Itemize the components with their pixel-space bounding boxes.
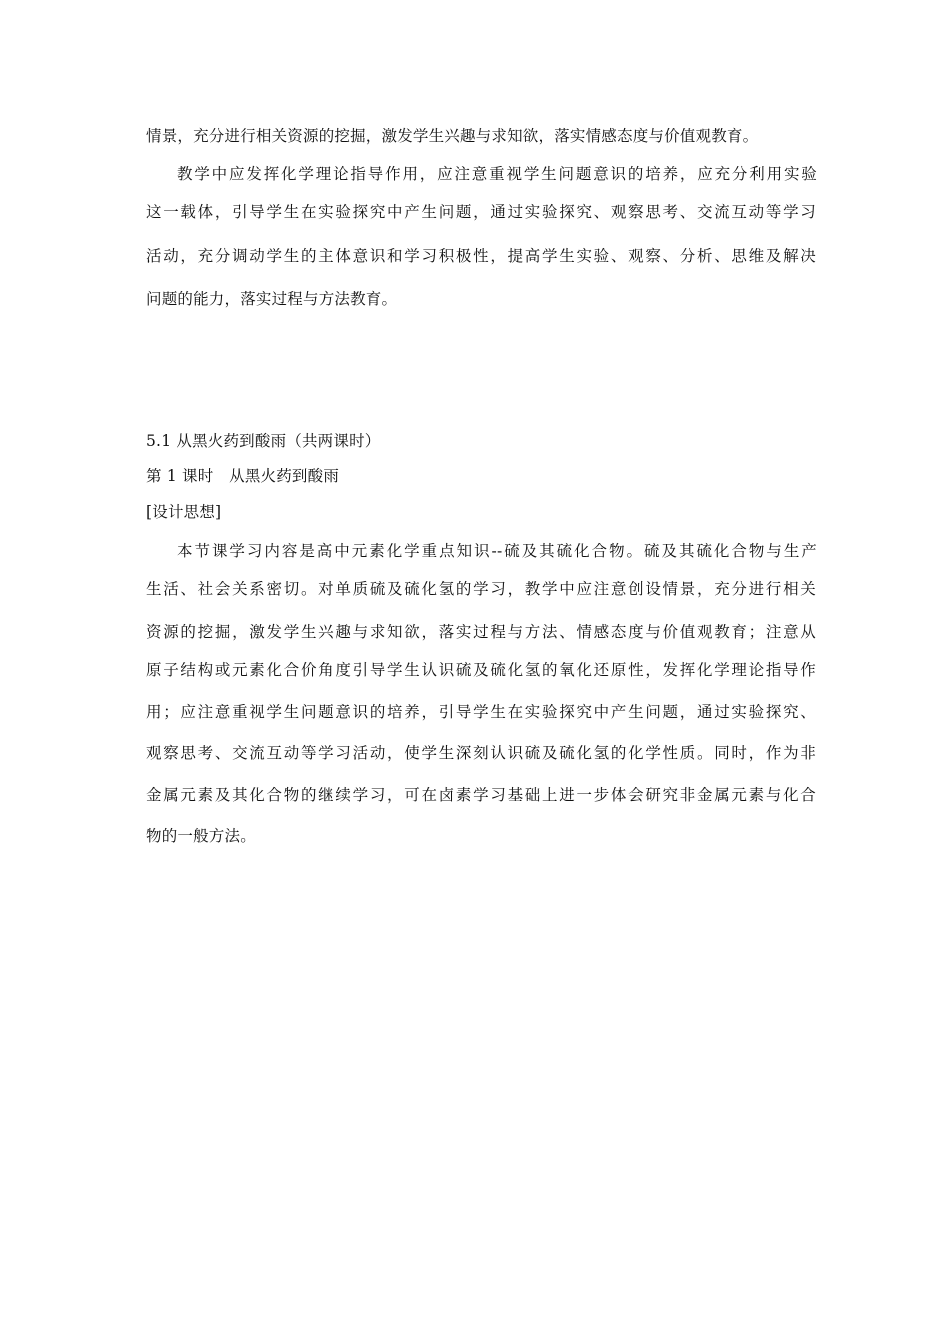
design-heading: [设计思想] bbox=[146, 503, 222, 521]
section-title: 5.1 从黑火药到酸雨（共两课时） bbox=[146, 432, 381, 450]
design-line-8: 物的一般方法。 bbox=[146, 827, 256, 845]
paragraph-2-line-3: 活动，充分调动学生的主体意识和学习积极性，提高学生实验、观察、分析、思维及解决 bbox=[146, 247, 816, 265]
design-line-6: 观察思考、交流互动等学习活动，使学生深刻认识硫及硫化氢的化学性质。同时，作为非 bbox=[146, 744, 816, 762]
design-line-2: 生活、社会关系密切。对单质硫及硫化氢的学习，教学中应注意创设情景，充分进行相关 bbox=[146, 580, 816, 598]
design-line-4: 原子结构或元素化合价角度引导学生认识硫及硫化氢的氧化还原性，发挥化学理论指导作 bbox=[146, 661, 816, 679]
design-line-5: 用；应注意重视学生问题意识的培养，引导学生在实验探究中产生问题，通过实验探究、 bbox=[146, 703, 816, 721]
design-line-3: 资源的挖掘，激发学生兴趣与求知欲，落实过程与方法、情感态度与价值观教育；注意从 bbox=[146, 623, 816, 641]
design-line-1: 本节课学习内容是高中元素化学重点知识--硫及其硫化合物。硫及其硫化合物与生产 bbox=[177, 542, 817, 560]
design-line-7: 金属元素及其化合物的继续学习，可在卤素学习基础上进一步体会研究非金属元素与化合 bbox=[146, 786, 816, 804]
lesson-title: 第 1 课时 从黑火药到酸雨 bbox=[146, 467, 340, 485]
paragraph-2-line-1: 教学中应发挥化学理论指导作用，应注意重视学生问题意识的培养，应充分利用实验 bbox=[177, 165, 817, 183]
intro-paragraph-end: 情景，充分进行相关资源的挖掘，激发学生兴趣与求知欲，落实情感态度与价值观教育。 bbox=[146, 127, 759, 145]
paragraph-2-line-4: 问题的能力，落实过程与方法教育。 bbox=[146, 290, 398, 308]
paragraph-2-line-2: 这一载体，引导学生在实验探究中产生问题，通过实验探究、观察思考、交流互动等学习 bbox=[146, 203, 816, 221]
